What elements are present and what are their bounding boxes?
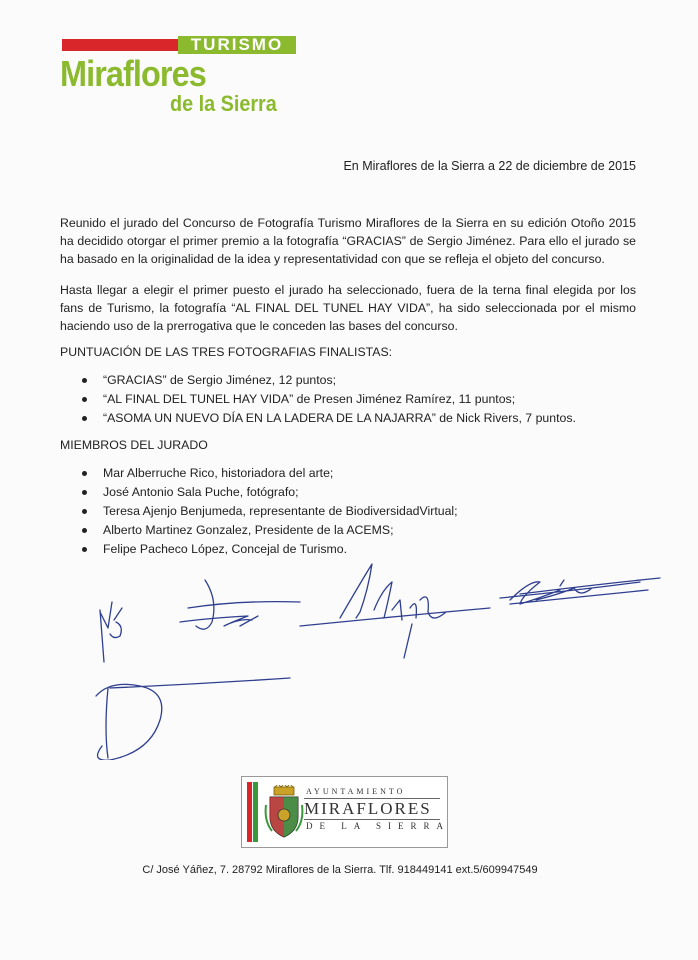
seal-red-stripe bbox=[247, 782, 252, 842]
list-item: “ASOMA UN NUEVO DÍA EN LA LADERA DE LA NAJARRA” de Nick Rivers, 7 puntos. bbox=[60, 409, 576, 428]
finalists-heading: PUNTUACIÓN DE LAS TRES FOTOGRAFIAS FINALISTAS: bbox=[60, 345, 393, 359]
logo-red-bar bbox=[62, 39, 180, 51]
jury-heading: MIEMBROS DEL JURADO bbox=[60, 438, 208, 452]
logo-de-la-sierra-text: de la Sierra bbox=[170, 91, 277, 116]
date-line: En Miraflores de la Sierra a 22 de diciembre de 2015 bbox=[343, 159, 636, 173]
seal-de-la-sierra: DE LA SIERRA bbox=[306, 821, 451, 831]
paragraph-selection: Hasta llegar a elegir el primer puesto el jurado ha seleccionado, fuera de la terna final elegida por los fans de Turismo, la fotografía “AL FINAL DEL TUNEL HAY VIDA”, ha sido seleccionada por el mismo haciendo uso de la prerrogativa que le conceden las bases del concurso. bbox=[60, 283, 636, 333]
list-item: “GRACIAS” de Sergio Jiménez, 12 puntos; bbox=[60, 371, 576, 390]
signature-5 bbox=[96, 678, 290, 760]
footer-address bbox=[0, 864, 698, 876]
seal-ayuntamiento: AYUNTAMIENTO bbox=[306, 787, 406, 796]
signature-3 bbox=[300, 564, 490, 658]
list-item: José Antonio Sala Puche, fotógrafo; bbox=[60, 483, 458, 502]
signature-2 bbox=[180, 580, 300, 629]
turismo-logo bbox=[60, 36, 300, 126]
list-item: Felipe Pacheco López, Concejal de Turismo. bbox=[60, 540, 458, 559]
seal-miraflores: MIRAFLORES bbox=[304, 799, 432, 818]
coat-of-arms-icon bbox=[264, 785, 304, 839]
footer-text: C/ José Yáñez, 7. 28792 Miraflores de la Sierra. Tlf. 918449141 ext.5/609947549 bbox=[142, 864, 538, 876]
list-item: Alberto Martinez Gonzalez, Presidente de la ACEMS; bbox=[60, 521, 458, 540]
seal-divider bbox=[304, 819, 440, 820]
signature-1 bbox=[100, 602, 122, 662]
signatures bbox=[0, 560, 698, 760]
finalists-list bbox=[60, 371, 576, 428]
list-item: Teresa Ajenjo Benjumeda, representante de BiodiversidadVirtual; bbox=[60, 502, 458, 521]
paragraph-verdict: Reunido el jurado del Concurso de Fotografía Turismo Miraflores de la Sierra en su edición Otoño 2015 ha decidido otorgar el primer premio a la fotografía “GRACIAS” de Sergio Jiménez. Para ello el jurado se ha basado en la originalidad de la idea y representatividad con que se refleja el objeto del concurso. bbox=[60, 216, 636, 266]
signature-4 bbox=[500, 578, 660, 604]
list-item: “AL FINAL DEL TUNEL HAY VIDA” de Presen Jiménez Ramírez, 11 puntos; bbox=[60, 390, 576, 409]
jury-list bbox=[60, 464, 458, 559]
list-item: Mar Alberruche Rico, historiadora del arte; bbox=[60, 464, 458, 483]
logo-turismo-text: TURISMO bbox=[178, 36, 296, 54]
logo-miraflores-text: Miraflores bbox=[60, 53, 206, 94]
town-hall-seal bbox=[241, 776, 451, 848]
seal-green-stripe bbox=[253, 782, 258, 842]
